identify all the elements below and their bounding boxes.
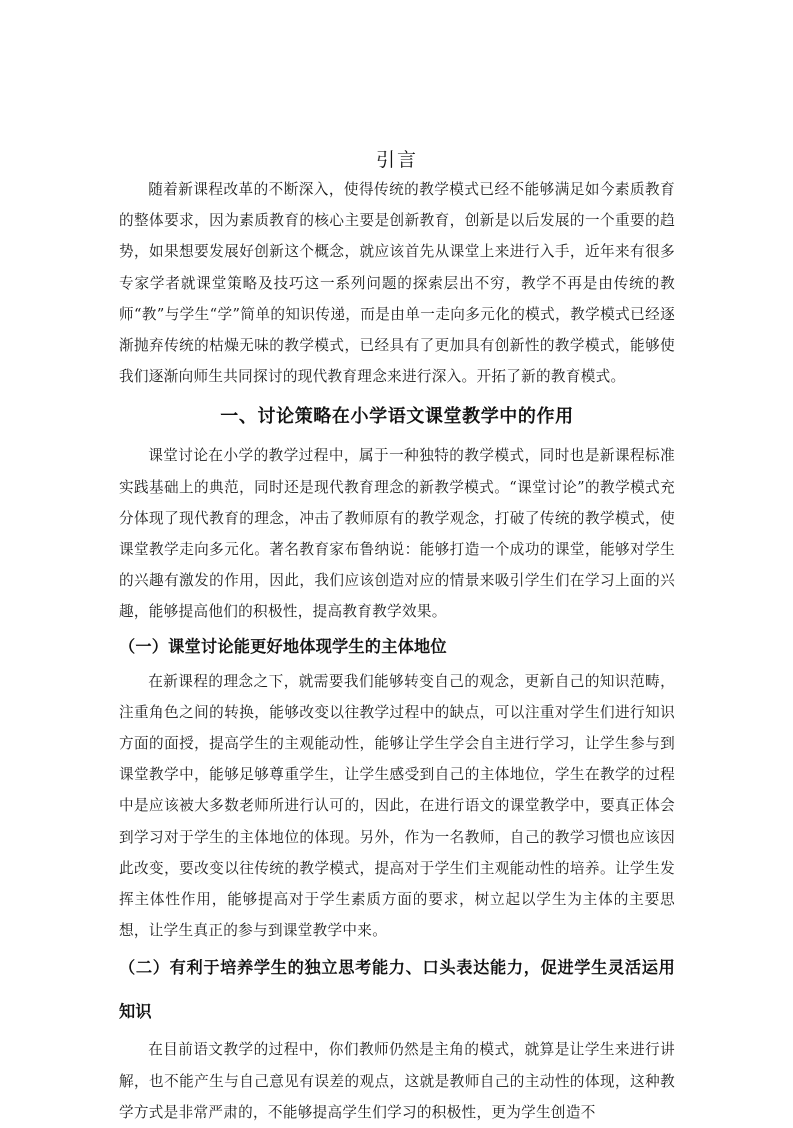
section-heading-1: 一、讨论策略在小学语文课堂教学中的作用 [220,406,574,428]
document-body [119,146,675,1128]
subsection-2-paragraph: 在目前语文教学的过程中，你们教师仍然是主角的模式，就算是让学生来进行讲解，也不能产生与自己意见有误差的观点，这就是教师自己的主动性的体现，这种教学方式是非常严肃的，不能够提高学生们学习的积极性，更为学生创造不 [119,1041,675,1121]
page-title: 引言 [375,149,418,171]
intro-paragraph: 随着新课程改革的不断深入，使得传统的教学模式已经不能够满足如今素质教育的整体要求，因为素质教育的核心主要是创新教育，创新是以后发展的一个重要的趋势，如果想要发展好创新这个概念，就应该首先从课堂上来进行入手，近年来有很多专家学者就课堂策略及技巧这一系列问题的探索层出不穷，教学不再是由传统的教师“教”与学生“学”简单的知识传递，而是由单一走向多元化的模式，教学模式已经逐渐抛弃传统的枯燥无味的教学模式，已经具有了更加具有创新性的教学模式，能够使我们逐渐向师生共同探讨的现代教育理念来进行深入。开拓了新的教育模式。 [119,181,675,386]
section-1-paragraph: 课堂讨论在小学的教学过程中，属于一种独特的教学模式，同时也是新课程标准实践基础上的典范，同时还是现代教育理念的新教学模式。“课堂讨论”的教学模式充分体现了现代教育的理念，冲击了教师原有的教学观念，打破了传统的教学模式，使课堂教学走向多元化。著名教育家布鲁纳说：能够打造一个成功的课堂，能够对学生的兴趣有激发的作用，因此，我们应该创造对应的情景来吸引学生们在学习上面的兴趣，能够提高他们的积极性，提高教育教学效果。 [119,447,675,621]
subsection-1-paragraph: 在新课程的理念之下，就需要我们能够转变自己的观念，更新自己的知识范畴，注重角色之间的转换，能够改变以往教学过程中的缺点，可以注重对学生们进行知识方面的面授，提高学生的主观能动性，能够让学生学会自主进行学习，让学生参与到课堂教学中，能够足够尊重学生，让学生感受到自己的主体地位，学生在教学的过程中是应该被大多数老师所进行认可的，因此，在进行语文的课堂教学中，要真正体会到学习对于学生的主体地位的体现。另外，作为一名教师，自己的教学习惯也应该因此改变，要改变以往传统的教学模式，提高对于学生们主观能动性的培养。让学生发挥主体性作用，能够提高对于学生素质方面的要求，树立起以学生为主体的主要思想，让学生真正的参与到课堂教学中来。 [119,672,675,940]
subsection-heading-1: （一）课堂讨论能更好地体现学生的主体地位 [119,636,447,656]
subsection-heading-2: （二）有利于培养学生的独立思考能力、口头表达能力，促进学生灵活运用知识 [119,958,675,1022]
